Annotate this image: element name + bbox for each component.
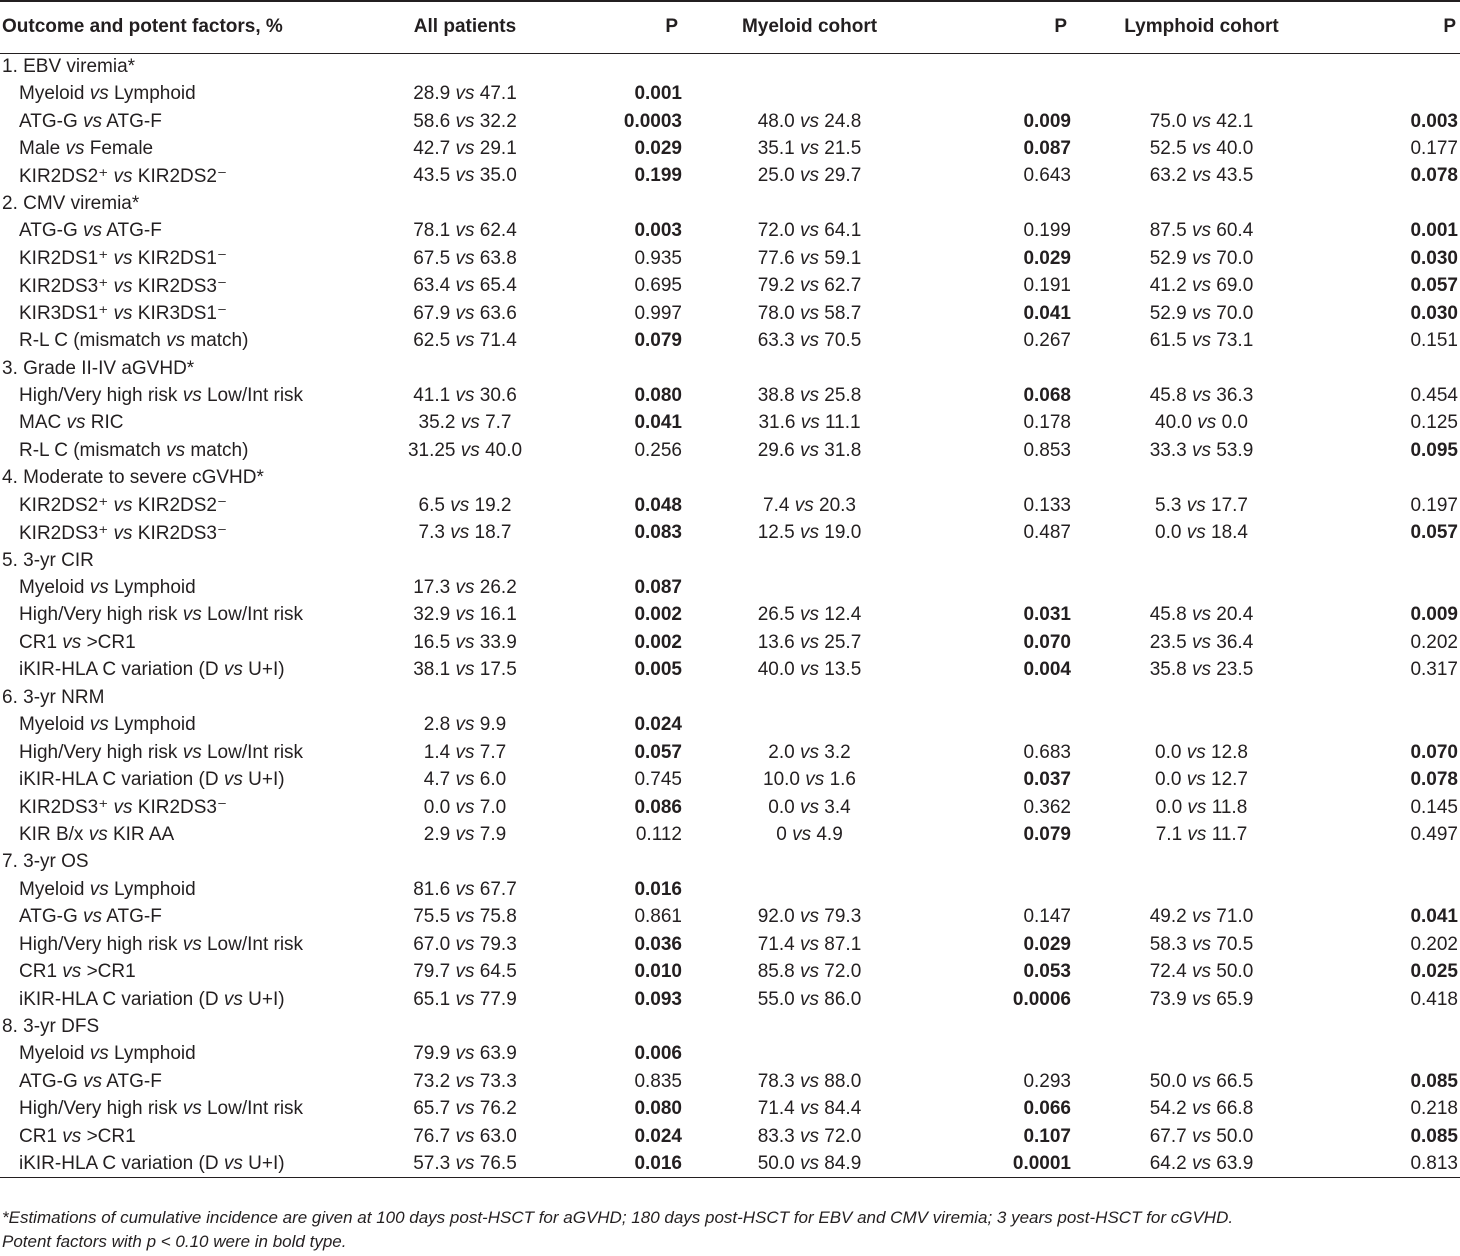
all-patients-value: 65.7 vs 76.2 <box>413 1098 517 1120</box>
all-patients-value: 0.0 vs 7.0 <box>423 796 507 818</box>
lymphoid-value <box>1071 574 1332 601</box>
p-value-lymphoid <box>1332 80 1460 107</box>
p-value-lymphoid: 0.317 <box>1410 659 1458 681</box>
all-patients-value: 57.3 vs 76.5 <box>382 1151 548 1178</box>
myeloid-value: 0 vs 4.9 <box>776 823 843 845</box>
all-patients-value: 16.5 vs 33.9 <box>413 631 517 653</box>
p-value-all: 0.112 <box>635 823 682 845</box>
table-row <box>0 382 1460 409</box>
myeloid-value <box>682 876 937 903</box>
p-value-lymphoid: 0.218 <box>1410 1098 1458 1120</box>
lymphoid-value: 52.9 vs 70.0 <box>1149 302 1254 324</box>
p-value-lymphoid: 0.197 <box>1410 494 1458 516</box>
p-value-lymphoid: 0.418 <box>1410 988 1458 1010</box>
myeloid-value: 13.6 vs 25.7 <box>757 631 862 653</box>
lymphoid-value: 0.0 vs 12.8 <box>1155 741 1248 763</box>
footnotes <box>2 1206 1452 1254</box>
table-row <box>0 1096 1460 1123</box>
lymphoid-value <box>1071 1041 1332 1068</box>
all-patients-value: 67.5 vs 63.8 <box>413 247 517 269</box>
table-row <box>0 135 1460 162</box>
section-label: 2. CMV viremia* <box>2 192 140 214</box>
lymphoid-value: 45.8 vs 20.4 <box>1149 604 1254 626</box>
all-patients-value: 75.5 vs 75.8 <box>413 906 517 928</box>
p-value-lymphoid: 0.003 <box>1410 110 1458 132</box>
section-row <box>0 849 1460 876</box>
factor-label: Myeloid vs Lymphoid <box>19 83 196 105</box>
p-value-myeloid: 0.643 <box>1023 165 1071 187</box>
lymphoid-value: 61.5 vs 73.1 <box>1149 330 1254 352</box>
all-patients-value: 81.6 vs 67.7 <box>413 878 517 900</box>
myeloid-value <box>682 80 937 107</box>
p-value-myeloid: 0.191 <box>1023 275 1071 297</box>
section-row <box>0 53 1460 80</box>
p-value-all: 0.093 <box>634 988 682 1010</box>
p-value-myeloid: 0.293 <box>1023 1070 1071 1092</box>
myeloid-value: 71.4 vs 84.4 <box>757 1098 862 1120</box>
lymphoid-value: 73.9 vs 65.9 <box>1149 988 1254 1010</box>
myeloid-value: 31.6 vs 11.1 <box>758 412 861 434</box>
table-row <box>0 876 1460 903</box>
p-value-all: 0.079 <box>634 330 682 352</box>
p-value-myeloid: 0.079 <box>1023 823 1071 845</box>
p-value-all: 0.005 <box>634 659 682 681</box>
p-value-myeloid: 0.107 <box>1023 1125 1071 1147</box>
p-value-all: 0.024 <box>634 1125 682 1147</box>
all-patients-value: 2.9 vs 7.9 <box>423 823 507 845</box>
p-value-myeloid: 0.087 <box>1023 138 1071 160</box>
all-patients-value: 38.1 vs 17.5 <box>413 659 517 681</box>
p-value-myeloid: 0.199 <box>1023 220 1071 242</box>
factor-label: ATG-G vs ATG-F <box>19 906 162 928</box>
p-value-all: 0.041 <box>634 412 682 434</box>
factor-label: KIR3DS1⁺ vs KIR3DS1⁻ <box>19 303 228 325</box>
p-value-myeloid: 0.133 <box>1023 494 1071 516</box>
p-value-lymphoid: 0.001 <box>1410 220 1458 242</box>
all-patients-value: 65.1 vs 77.9 <box>413 988 517 1010</box>
all-patients-value: 6.5 vs 19.2 <box>418 494 512 516</box>
lymphoid-value: 75.0 vs 42.1 <box>1149 110 1254 132</box>
p-value-lymphoid: 0.177 <box>1410 138 1458 160</box>
all-patients-value: 35.2 vs 7.7 <box>418 412 512 434</box>
p-value-lymphoid: 0.095 <box>1410 439 1458 461</box>
table-header-row <box>0 1 1460 53</box>
factor-label: R-L C (mismatch vs match) <box>19 330 249 352</box>
factor-label: Male vs Female <box>19 138 154 160</box>
p-value-myeloid: 0.029 <box>1023 933 1071 955</box>
all-patients-value: 4.7 vs 6.0 <box>423 769 507 791</box>
p-value-all: 0.835 <box>634 1070 682 1092</box>
p-value-lymphoid: 0.057 <box>1410 522 1458 544</box>
p-value-myeloid: 0.029 <box>1023 247 1071 269</box>
header-p-myeloid: P <box>937 1 1071 53</box>
lymphoid-value: 41.2 vs 69.0 <box>1149 275 1254 297</box>
myeloid-value: 50.0 vs 84.9 <box>682 1151 937 1178</box>
p-value-lymphoid: 0.078 <box>1410 769 1458 791</box>
p-value-all: 0.057 <box>634 741 682 763</box>
header-p-lymphoid: P <box>1332 1 1460 53</box>
p-value-all: 0.745 <box>634 769 682 791</box>
p-value-myeloid: 0.853 <box>1023 439 1071 461</box>
p-value-lymphoid: 0.125 <box>1410 412 1458 434</box>
lymphoid-value: 64.2 vs 63.9 <box>1071 1151 1332 1178</box>
factor-label: CR1 vs >CR1 <box>19 961 136 983</box>
factor-label: High/Very high risk vs Low/Int risk <box>19 604 304 626</box>
all-patients-value: 79.7 vs 64.5 <box>413 961 517 983</box>
p-value-all: 0.024 <box>634 714 682 736</box>
p-value-myeloid: 0.0006 <box>1012 988 1071 1010</box>
myeloid-value: 55.0 vs 86.0 <box>757 988 862 1010</box>
table-row <box>0 80 1460 107</box>
all-patients-value: 67.9 vs 63.6 <box>413 302 517 324</box>
table-row <box>0 739 1460 766</box>
factor-label: ATG-G vs ATG-F <box>19 220 162 242</box>
factor-label: ATG-G vs ATG-F <box>19 110 162 132</box>
factor-label: High/Very high risk vs Low/Int risk <box>19 1098 304 1120</box>
lymphoid-value: 0.0 vs 12.7 <box>1155 769 1248 791</box>
table-row <box>0 574 1460 601</box>
myeloid-value: 10.0 vs 1.6 <box>763 769 856 791</box>
table-row <box>0 931 1460 958</box>
section-row <box>0 684 1460 711</box>
all-patients-value: 31.25 vs 40.0 <box>407 439 523 461</box>
p-value-all: 0.006 <box>634 1043 682 1065</box>
table-row <box>0 1123 1460 1150</box>
lymphoid-value <box>1071 876 1332 903</box>
table-row <box>0 300 1460 327</box>
all-patients-value: 58.6 vs 32.2 <box>413 110 517 132</box>
p-value-myeloid <box>937 574 1071 601</box>
table-row <box>0 986 1460 1013</box>
section-row <box>0 1013 1460 1040</box>
p-value-lymphoid: 0.070 <box>1410 741 1458 763</box>
p-value-all: 0.080 <box>634 384 682 406</box>
myeloid-value: 2.0 vs 3.2 <box>768 741 851 763</box>
section-label: 8. 3-yr DFS <box>2 1016 100 1038</box>
p-value-all: 0.997 <box>634 302 682 324</box>
all-patients-value: 67.0 vs 79.3 <box>413 933 517 955</box>
p-value-myeloid: 0.009 <box>1023 110 1071 132</box>
myeloid-value <box>682 1041 937 1068</box>
footnote-bold-type: Potent factors with p < 0.10 were in bold type. <box>2 1232 347 1251</box>
section-row <box>0 465 1460 492</box>
section-label: 1. EBV viremia* <box>2 55 136 77</box>
factor-label: High/Very high risk vs Low/Int risk <box>19 384 304 406</box>
p-value-lymphoid: 0.057 <box>1410 275 1458 297</box>
p-value-all: 0.016 <box>548 1151 682 1178</box>
factor-label: MAC vs RIC <box>19 412 124 434</box>
all-patients-value: 42.7 vs 29.1 <box>413 138 517 160</box>
table-row <box>0 794 1460 821</box>
lymphoid-value: 50.0 vs 66.5 <box>1149 1070 1254 1092</box>
p-value-all: 0.0003 <box>623 110 682 132</box>
p-value-myeloid: 0.066 <box>1023 1098 1071 1120</box>
p-value-all: 0.003 <box>634 220 682 242</box>
lymphoid-value: 0.0 vs 11.8 <box>1155 796 1248 818</box>
table-row <box>0 327 1460 354</box>
factor-label: Myeloid vs Lymphoid <box>19 1043 196 1065</box>
table-row <box>0 958 1460 985</box>
p-value-all: 0.029 <box>634 138 682 160</box>
p-value-myeloid: 0.053 <box>1023 961 1071 983</box>
p-value-all: 0.695 <box>634 275 682 297</box>
p-value-lymphoid: 0.202 <box>1410 933 1458 955</box>
table-row <box>0 519 1460 546</box>
p-value-myeloid: 0.070 <box>1023 631 1071 653</box>
p-value-lymphoid: 0.085 <box>1410 1070 1458 1092</box>
table-row <box>0 437 1460 464</box>
table-row <box>0 1151 1460 1178</box>
table-row <box>0 492 1460 519</box>
table-row <box>0 163 1460 190</box>
myeloid-value: 79.2 vs 62.7 <box>757 275 862 297</box>
p-value-lymphoid: 0.009 <box>1410 604 1458 626</box>
all-patients-value: 17.3 vs 26.2 <box>413 577 517 599</box>
lymphoid-value: 67.7 vs 50.0 <box>1149 1125 1254 1147</box>
lymphoid-value: 45.8 vs 36.3 <box>1149 384 1254 406</box>
header-all-patients: All patients <box>382 1 548 53</box>
lymphoid-value: 33.3 vs 53.9 <box>1149 439 1254 461</box>
lymphoid-value: 35.8 vs 23.5 <box>1149 659 1254 681</box>
factor-label: KIR2DS3⁺ vs KIR2DS3⁻ <box>19 797 228 819</box>
factor-label: CR1 vs >CR1 <box>19 1125 136 1147</box>
p-value-all: 0.087 <box>634 577 682 599</box>
lymphoid-value: 7.1 vs 11.7 <box>1155 823 1248 845</box>
p-value-all: 0.086 <box>634 796 682 818</box>
table-row <box>0 1068 1460 1095</box>
myeloid-value: 63.3 vs 70.5 <box>757 330 862 352</box>
header-outcome: Outcome and potent factors, % <box>0 1 382 53</box>
factor-label: iKIR-HLA C variation (D vs U+I) <box>19 988 285 1010</box>
myeloid-value: 7.4 vs 20.3 <box>763 494 856 516</box>
lymphoid-value: 52.9 vs 70.0 <box>1149 247 1254 269</box>
myeloid-value: 48.0 vs 24.8 <box>757 110 862 132</box>
p-value-all: 0.083 <box>634 522 682 544</box>
all-patients-value: 79.9 vs 63.9 <box>413 1043 517 1065</box>
footnote-estimations: *Estimations of cumulative incidence are given at 100 days post-HSCT for aGVHD; 180 days post-HSCT for EBV and CMV viremia; 3 years post-HSCT for cGVHD. <box>2 1208 1234 1227</box>
lymphoid-value: 63.2 vs 43.5 <box>1149 165 1254 187</box>
p-value-myeloid: 0.037 <box>1023 769 1071 791</box>
all-patients-value: 73.2 vs 73.3 <box>413 1070 517 1092</box>
myeloid-value: 29.6 vs 31.8 <box>757 439 862 461</box>
p-value-lymphoid: 0.025 <box>1410 961 1458 983</box>
all-patients-value: 78.1 vs 62.4 <box>413 220 517 242</box>
factor-label: High/Very high risk vs Low/Int risk <box>19 933 304 955</box>
lymphoid-value <box>1071 80 1332 107</box>
table-row <box>0 273 1460 300</box>
myeloid-value: 12.5 vs 19.0 <box>757 522 862 544</box>
lymphoid-value: 5.3 vs 17.7 <box>1155 494 1248 516</box>
all-patients-value: 1.4 vs 7.7 <box>423 741 507 763</box>
lymphoid-value: 40.0 vs 0.0 <box>1155 412 1248 434</box>
all-patients-value: 43.5 vs 35.0 <box>413 165 517 187</box>
myeloid-value: 0.0 vs 3.4 <box>768 796 851 818</box>
p-value-all: 0.036 <box>634 933 682 955</box>
factor-label: iKIR-HLA C variation (D vs U+I) <box>19 769 285 791</box>
factor-label: Myeloid vs Lymphoid <box>19 714 196 736</box>
factor-label: KIR2DS2⁺ vs KIR2DS2⁻ <box>19 165 228 187</box>
factor-label: CR1 vs >CR1 <box>19 631 136 653</box>
p-value-all: 0.002 <box>634 631 682 653</box>
p-value-myeloid: 0.041 <box>1023 302 1071 324</box>
all-patients-value: 63.4 vs 65.4 <box>413 275 517 297</box>
all-patients-value: 2.8 vs 9.9 <box>423 714 507 736</box>
myeloid-value: 78.0 vs 58.7 <box>757 302 862 324</box>
table-row <box>0 108 1460 135</box>
p-value-lymphoid: 0.078 <box>1410 165 1458 187</box>
section-label: 5. 3-yr CIR <box>2 549 94 571</box>
factor-label: R-L C (mismatch vs match) <box>19 439 249 461</box>
all-patients-value: 41.1 vs 30.6 <box>413 384 517 406</box>
myeloid-value: 71.4 vs 87.1 <box>757 933 862 955</box>
table-row <box>0 821 1460 848</box>
p-value-lymphoid <box>1332 876 1460 903</box>
myeloid-value: 25.0 vs 29.7 <box>757 165 862 187</box>
p-value-lymphoid: 0.454 <box>1410 384 1458 406</box>
p-value-myeloid <box>937 1041 1071 1068</box>
p-value-myeloid: 0.031 <box>1023 604 1071 626</box>
factor-label: KIR2DS1⁺ vs KIR2DS1⁻ <box>19 248 228 270</box>
p-value-lymphoid <box>1332 712 1460 739</box>
factor-label: Myeloid vs Lymphoid <box>19 878 196 900</box>
myeloid-value: 26.5 vs 12.4 <box>757 604 862 626</box>
lymphoid-value: 87.5 vs 60.4 <box>1149 220 1254 242</box>
p-value-all: 0.199 <box>634 165 682 187</box>
p-value-lymphoid: 0.813 <box>1332 1151 1460 1178</box>
section-row <box>0 355 1460 382</box>
p-value-lymphoid <box>1332 574 1460 601</box>
all-patients-value: 32.9 vs 16.1 <box>413 604 517 626</box>
myeloid-value: 85.8 vs 72.0 <box>757 961 862 983</box>
lymphoid-value: 23.5 vs 36.4 <box>1149 631 1254 653</box>
lymphoid-value: 58.3 vs 70.5 <box>1149 933 1254 955</box>
table-row <box>0 657 1460 684</box>
p-value-myeloid <box>937 80 1071 107</box>
factor-label: iKIR-HLA C variation (D vs U+I) <box>19 659 285 681</box>
factor-label: Myeloid vs Lymphoid <box>19 577 196 599</box>
p-value-all: 0.256 <box>634 439 682 461</box>
table-row <box>0 602 1460 629</box>
p-value-myeloid: 0.0001 <box>937 1151 1071 1178</box>
all-patients-value: 62.5 vs 71.4 <box>413 330 517 352</box>
p-value-lymphoid: 0.145 <box>1410 796 1458 818</box>
section-label: 3. Grade II-IV aGVHD* <box>2 357 195 379</box>
p-value-lymphoid: 0.085 <box>1410 1125 1458 1147</box>
all-patients-value: 7.3 vs 18.7 <box>418 522 512 544</box>
factor-label: KIR B/x vs KIR AA <box>19 823 175 845</box>
p-value-all: 0.001 <box>634 83 682 105</box>
header-p-all: P <box>548 1 682 53</box>
lymphoid-value: 54.2 vs 66.8 <box>1149 1098 1254 1120</box>
lymphoid-value: 49.2 vs 71.0 <box>1149 906 1254 928</box>
table-row <box>0 245 1460 272</box>
myeloid-value: 72.0 vs 64.1 <box>757 220 862 242</box>
p-value-myeloid <box>937 712 1071 739</box>
p-value-myeloid: 0.068 <box>1023 384 1071 406</box>
lymphoid-value: 0.0 vs 18.4 <box>1155 522 1248 544</box>
lymphoid-value: 72.4 vs 50.0 <box>1149 961 1254 983</box>
table-row <box>0 766 1460 793</box>
header-lymphoid-cohort: Lymphoid cohort <box>1071 1 1332 53</box>
p-value-lymphoid: 0.202 <box>1410 631 1458 653</box>
table-row <box>0 218 1460 245</box>
table-row <box>0 1041 1460 1068</box>
factor-label: ATG-G vs ATG-F <box>19 1070 162 1092</box>
factor-label: KIR2DS3⁺ vs KIR2DS3⁻ <box>19 522 228 544</box>
myeloid-value: 78.3 vs 88.0 <box>757 1070 862 1092</box>
table-row <box>0 904 1460 931</box>
p-value-myeloid: 0.267 <box>1023 330 1071 352</box>
myeloid-value <box>682 712 937 739</box>
myeloid-value <box>682 574 937 601</box>
table-row <box>0 629 1460 656</box>
p-value-all: 0.861 <box>634 906 682 928</box>
table-row <box>0 410 1460 437</box>
p-value-myeloid: 0.683 <box>1023 741 1071 763</box>
section-row <box>0 190 1460 217</box>
p-value-lymphoid: 0.151 <box>1410 330 1458 352</box>
p-value-lymphoid: 0.497 <box>1410 823 1458 845</box>
p-value-lymphoid <box>1332 1041 1460 1068</box>
p-value-all: 0.016 <box>634 878 682 900</box>
factor-label: iKIR-HLA C variation (D vs U+I) <box>0 1151 382 1178</box>
table-body <box>0 53 1460 1178</box>
p-value-all: 0.002 <box>634 604 682 626</box>
lymphoid-value <box>1071 712 1332 739</box>
p-value-myeloid: 0.487 <box>1023 522 1071 544</box>
table-row <box>0 712 1460 739</box>
p-value-all: 0.010 <box>634 961 682 983</box>
p-value-myeloid: 0.362 <box>1023 796 1071 818</box>
p-value-all: 0.048 <box>634 494 682 516</box>
p-value-all: 0.935 <box>634 247 682 269</box>
factor-label: High/Very high risk vs Low/Int risk <box>19 741 304 763</box>
p-value-lymphoid: 0.030 <box>1410 247 1458 269</box>
p-value-all: 0.080 <box>634 1098 682 1120</box>
myeloid-value: 35.1 vs 21.5 <box>757 138 862 160</box>
p-value-myeloid: 0.004 <box>1023 659 1071 681</box>
all-patients-value: 28.9 vs 47.1 <box>413 83 517 105</box>
myeloid-value: 83.3 vs 72.0 <box>757 1125 862 1147</box>
lymphoid-value: 52.5 vs 40.0 <box>1149 138 1254 160</box>
section-row <box>0 547 1460 574</box>
section-label: 6. 3-yr NRM <box>2 686 105 708</box>
section-label: 4. Moderate to severe cGVHD* <box>2 467 264 489</box>
myeloid-value: 40.0 vs 13.5 <box>757 659 862 681</box>
section-label: 7. 3-yr OS <box>2 851 89 873</box>
factor-label: KIR2DS2⁺ vs KIR2DS2⁻ <box>19 495 228 517</box>
p-value-myeloid: 0.178 <box>1023 412 1071 434</box>
p-value-myeloid <box>937 876 1071 903</box>
p-value-myeloid: 0.147 <box>1023 906 1071 928</box>
all-patients-value: 76.7 vs 63.0 <box>413 1125 517 1147</box>
factor-label: KIR2DS3⁺ vs KIR2DS3⁻ <box>19 275 228 297</box>
header-myeloid-cohort: Myeloid cohort <box>682 1 937 53</box>
p-value-lymphoid: 0.030 <box>1410 302 1458 324</box>
myeloid-value: 77.6 vs 59.1 <box>757 247 862 269</box>
myeloid-value: 38.8 vs 25.8 <box>757 384 862 406</box>
myeloid-value: 92.0 vs 79.3 <box>757 906 862 928</box>
p-value-lymphoid: 0.041 <box>1410 906 1458 928</box>
